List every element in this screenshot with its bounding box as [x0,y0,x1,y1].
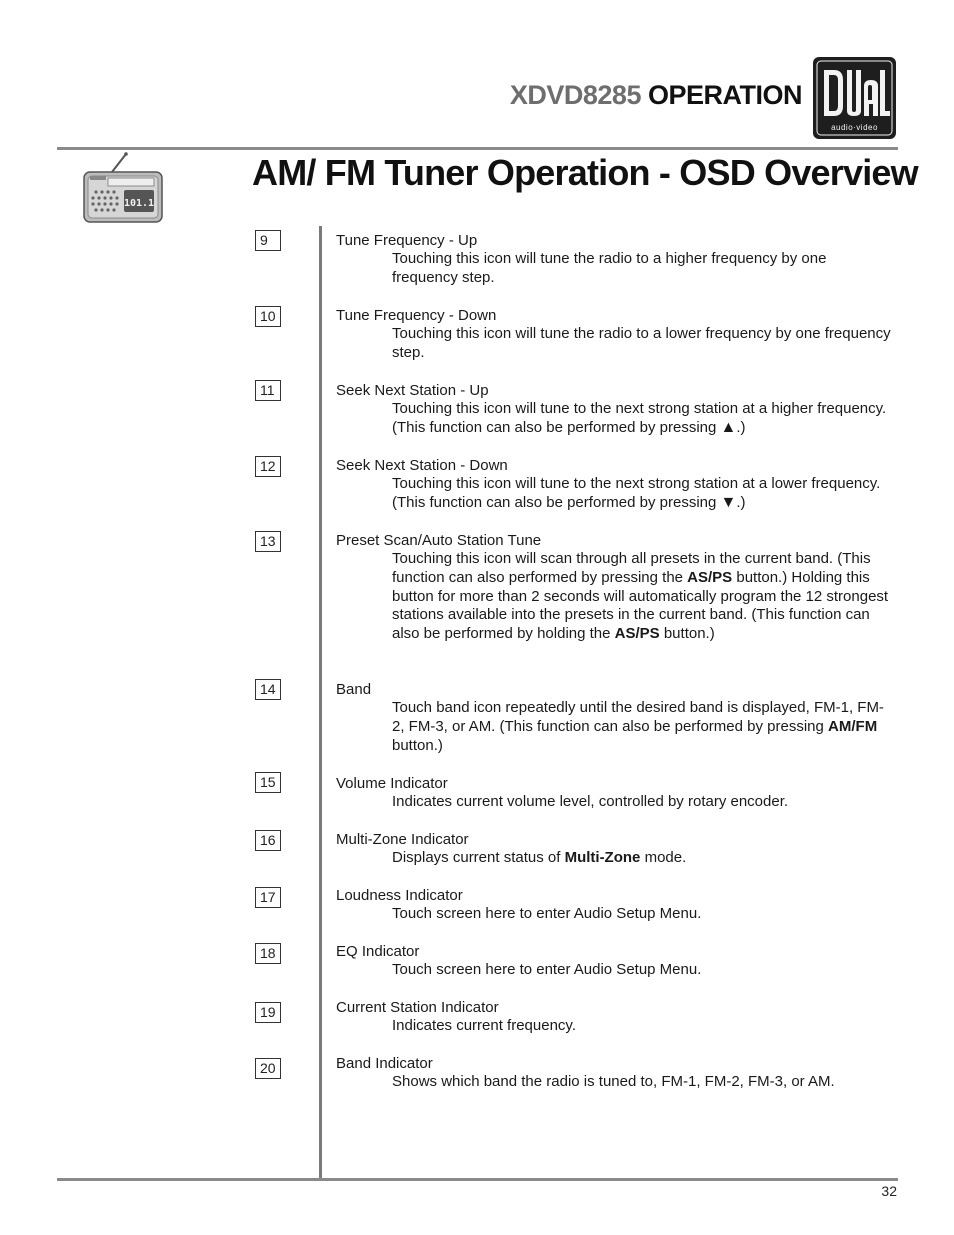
item-number-box: 15 [255,772,281,793]
radio-icon [82,152,164,224]
entry-title: Current Station Indicator [336,999,499,1016]
entry-description [392,250,896,288]
entry-description [392,961,896,980]
item-number-box: 19 [255,1002,281,1023]
entry-description [392,905,896,924]
item-number-box: 20 [255,1058,281,1079]
entry-title: Seek Next Station - Down [336,457,508,474]
entry-title: Tune Frequency - Down [336,307,497,324]
entry-title: Volume Indicator [336,775,448,792]
entry-description [392,699,896,755]
top-divider [57,147,898,150]
entry-band-indicator [336,1054,896,1092]
description-text: mode. [640,849,687,866]
radio-display-text: 101.1 [123,198,155,209]
entry-title: Tune Frequency - Up [336,232,478,249]
entry-description [392,475,896,513]
logo-subtext: audio·video [831,123,878,132]
item-number-box: 18 [255,943,281,964]
entry-seek-next-up [336,381,896,438]
description-text: Touching this icon will tune the radio to a lower frequency by one frequency step. [392,325,891,361]
item-number-box: 10 [255,306,281,327]
entry-description [392,793,896,812]
description-text: Touch screen here to enter Audio Setup Menu. [392,961,702,978]
description-text: button.) Holding this button for more than 2 seconds will automatically program the 12 strongest stations available into the presets in the current band. (This function can also be performed by holding the [392,568,889,643]
description-text: Indicates current volume level, controlled by rotary encoder. [392,793,789,810]
entry-current-station-indicator [336,998,896,1036]
item-number-box: 11 [255,380,281,401]
page-number: 32 [881,1183,897,1199]
entry-loudness-indicator [336,886,896,924]
entry-volume-indicator [336,774,896,812]
description-text: button.) [392,736,443,754]
entry-title: Band [336,681,372,698]
description-text: Touching this icon will tune to the next strong station at a lower frequency. (This function can also be performed by pressing [392,475,881,511]
page-title: AM/ FM Tuner Operation - OSD Overview [252,152,918,193]
entry-tune-frequency-down [336,306,896,363]
model-name: XDVD8285 [509,80,641,110]
entry-description [392,849,896,868]
document-header [510,80,802,111]
description-text: Displays current status of [392,849,565,866]
up-arrow-icon: ▲ [720,418,737,436]
entry-multi-zone-indicator [336,830,896,868]
down-arrow-icon: ▼ [720,493,737,511]
entry-title: Band Indicator [336,1055,433,1072]
entry-description [392,550,896,644]
entry-description [392,1017,896,1036]
entry-title: EQ Indicator [336,943,420,960]
item-number-box: 9 [255,230,281,251]
description-text: Touching this icon will tune the radio to a higher frequency by one frequency step. [392,250,827,286]
description-text: Indicates current frequency. [392,1017,576,1034]
entry-title: Multi-Zone Indicator [336,831,469,848]
entry-seek-next-down [336,456,896,513]
entry-title: Preset Scan/Auto Station Tune [336,532,542,549]
item-number-box: 14 [255,679,281,700]
description-text: Touching this icon will tune to the next strong station at a higher frequency. (This function can also be performed by pressing [392,400,887,436]
entry-band [336,680,896,755]
entry-tune-frequency-up [336,231,896,288]
item-number-box: 13 [255,531,281,552]
description-text: button.) [659,625,715,643]
button-name: AS/PS [614,625,660,643]
dual-logo [812,56,897,140]
button-name: AS/PS [687,568,733,586]
description-text: Shows which band the radio is tuned to, FM-1, FM-2, FM-3, or AM. [392,1073,835,1090]
section-name: OPERATION [647,80,802,110]
entry-description [392,1073,896,1092]
description-text: Touching this icon will scan through all presets in the current band. (This function can also performed by pressing the [392,550,871,586]
entry-description [392,325,896,363]
description-text: Touch screen here to enter Audio Setup Menu. [392,905,702,922]
entry-eq-indicator [336,942,896,980]
entry-title: Seek Next Station - Up [336,382,489,399]
vertical-divider [319,226,322,1180]
mode-name: Multi-Zone [564,849,641,866]
item-number-box: 17 [255,887,281,908]
bottom-divider [57,1178,898,1181]
button-name: AM/FM [828,717,878,735]
description-text: .) [736,493,746,511]
entry-title: Loudness Indicator [336,887,463,904]
entry-preset-scan [336,531,896,644]
item-number-box: 12 [255,456,281,477]
description-text: Touch band icon repeatedly until the desired band is displayed, FM-1, FM-2, FM-3, or AM. (This function can also be performed by pressing [392,699,884,735]
entry-description [392,400,896,438]
item-number-box: 16 [255,830,281,851]
description-text: .) [736,418,746,436]
